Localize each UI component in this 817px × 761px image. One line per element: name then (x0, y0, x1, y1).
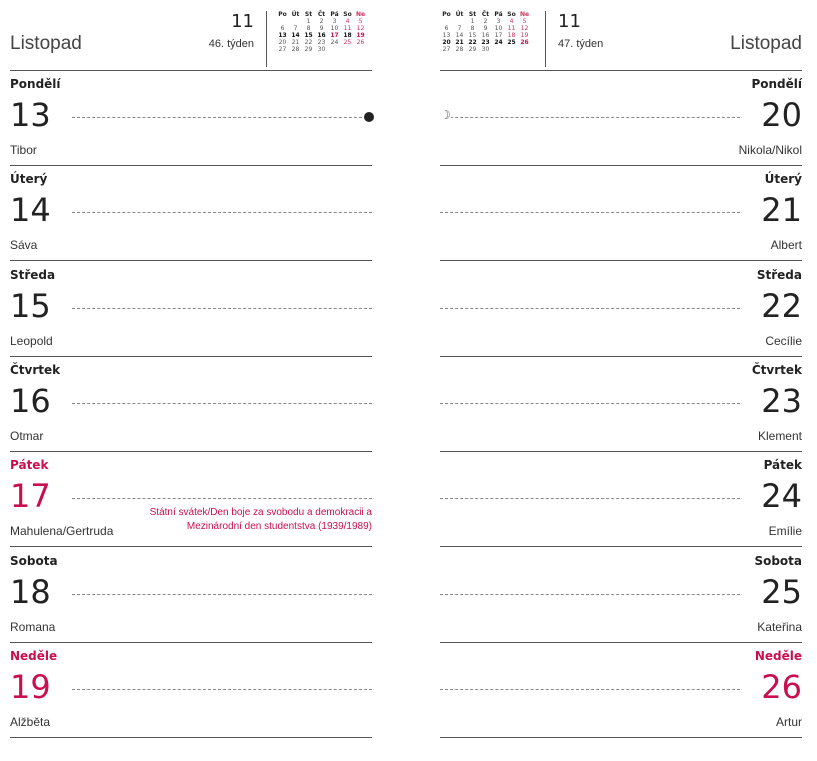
mini-calendar-day: 21 (455, 39, 464, 46)
mini-calendar-day: 27 (278, 46, 287, 53)
day-row (440, 70, 802, 166)
nameday-name: Albert (770, 238, 802, 253)
mini-calendar-weekday: So (343, 11, 352, 18)
mini-calendar-day: 23 (481, 39, 490, 46)
mini-calendar-day: 4 (509, 18, 514, 25)
note-line[interactable] (440, 689, 740, 690)
mini-calendar-day: 6 (280, 25, 285, 32)
note-line[interactable] (72, 117, 372, 118)
day-row (10, 451, 372, 547)
day-number: 16 (10, 381, 51, 420)
week-header (10, 0, 372, 71)
mini-calendar-day: 6 (444, 25, 449, 32)
header-divider (545, 11, 546, 67)
mini-calendar-day: 26 (520, 39, 529, 46)
day-number: 22 (761, 286, 802, 325)
note-line[interactable] (440, 403, 740, 404)
day-row (10, 547, 372, 643)
day-number: 23 (761, 381, 802, 420)
mini-calendar-day: 18 (343, 32, 352, 39)
day-row (440, 261, 802, 357)
mini-calendar-day: 16 (481, 32, 490, 39)
mini-calendar-day: 14 (455, 32, 464, 39)
weekday-name: Čtvrtek (751, 362, 802, 377)
day-number: 26 (761, 667, 802, 706)
note-line[interactable] (440, 308, 740, 309)
mini-calendar-day: 24 (330, 39, 339, 46)
month-number: 11 (231, 11, 254, 32)
mini-calendar-day: 22 (304, 39, 313, 46)
mini-calendar-day: 8 (470, 25, 475, 32)
day-row (10, 642, 372, 738)
mini-calendar-day: 28 (291, 46, 300, 53)
weekday-name: Neděle (10, 648, 58, 663)
mini-calendar-day: 19 (356, 32, 365, 39)
mini-calendar-day: 2 (319, 18, 324, 25)
note-line[interactable] (440, 498, 740, 499)
month-title: Listopad (10, 33, 82, 54)
mini-calendar-day: 21 (291, 39, 300, 46)
mini-calendar-day: 3 (332, 18, 337, 25)
mini-calendar-day: 17 (494, 32, 503, 39)
mini-calendar-day: 1 (306, 18, 311, 25)
mini-calendar-day: 20 (442, 39, 451, 46)
mini-calendar-day: 20 (278, 39, 287, 46)
mini-calendar-day: 19 (520, 32, 529, 39)
mini-calendar-day: 11 (507, 25, 516, 32)
mini-calendar-day (440, 18, 453, 25)
mini-calendar-day: 13 (442, 32, 451, 39)
mini-calendar-day: 27 (442, 46, 451, 53)
nameday-name: Leopold (10, 333, 53, 348)
mini-calendar-day: 5 (522, 18, 527, 25)
day-number: 17 (10, 477, 51, 516)
mini-calendar-day (518, 46, 531, 53)
mini-calendar-day (505, 46, 518, 53)
weekday-name: Úterý (10, 172, 48, 187)
weekday-name: Neděle (754, 648, 802, 663)
mini-calendar-day: 24 (494, 39, 503, 46)
mini-calendar-day: 15 (468, 32, 477, 39)
note-line[interactable] (72, 403, 372, 404)
mini-calendar-day: 15 (304, 32, 313, 39)
week-number: 46. týden (208, 38, 254, 50)
mini-calendar-day: 18 (507, 32, 516, 39)
mini-calendar-day: 29 (304, 46, 313, 53)
day-row (440, 451, 802, 547)
mini-calendar-day: 16 (317, 32, 326, 39)
mini-calendar-day: 12 (356, 25, 365, 32)
mini-calendar-weekday: Út (455, 11, 464, 18)
day-number: 15 (10, 286, 51, 325)
note-line[interactable] (72, 594, 372, 595)
mini-calendar-day: 29 (468, 46, 477, 53)
day-number: 24 (761, 477, 802, 516)
weekday-name: Pondělí (10, 77, 61, 91)
weekday-name: Pondělí (751, 77, 802, 91)
day-number: 20 (761, 96, 802, 134)
week-header (440, 0, 802, 71)
note-line[interactable] (440, 594, 740, 595)
mini-calendar-weekday: Út (291, 11, 300, 18)
mini-calendar-day: 28 (455, 46, 464, 53)
day-row (10, 165, 372, 261)
left-page (10, 0, 372, 761)
mini-calendar-day (328, 46, 341, 53)
note-line[interactable] (72, 212, 372, 213)
crescent-moon-icon: ☽ (440, 108, 451, 122)
mini-calendar-weekday: St (468, 11, 477, 18)
mini-calendar-day: 8 (306, 25, 311, 32)
nameday-name: Mahulena/Gertruda (10, 524, 114, 539)
mini-calendar-day: 25 (507, 39, 516, 46)
weekday-name: Úterý (764, 172, 802, 187)
month-title: Listopad (730, 33, 802, 54)
nameday-name: Romana (10, 619, 56, 634)
nameday-name: Artur (775, 714, 802, 729)
mini-calendar-day (492, 46, 505, 53)
mini-calendar-weekday: So (507, 11, 516, 18)
week-number: 47. týden (558, 38, 604, 50)
day-row (440, 642, 802, 738)
mini-calendar-day: 13 (278, 32, 287, 39)
mini-calendar-day (289, 18, 302, 25)
mini-calendar-day: 3 (496, 18, 501, 25)
weekday-name: Čtvrtek (10, 362, 61, 377)
nameday-name: Cecílie (765, 333, 802, 348)
nameday-name: Kateřina (757, 619, 802, 634)
mini-calendar-weekday: Pá (494, 11, 503, 18)
mini-calendar-day: 9 (483, 25, 488, 32)
day-number: 25 (761, 572, 802, 611)
weekday-name: Středa (10, 267, 56, 282)
mini-calendar-weekday: Ne (355, 11, 366, 18)
mini-calendar-day: 2 (483, 18, 488, 25)
day-number: 21 (761, 191, 802, 230)
mini-calendar-weekday: St (304, 11, 313, 18)
day-row (10, 261, 372, 357)
weekday-name: Sobota (10, 553, 58, 568)
weekday-name: Pátek (10, 458, 49, 473)
day-number: 18 (10, 572, 51, 611)
nameday-name: Nikola/Nikol (738, 143, 802, 157)
day-row (440, 356, 802, 452)
nameday-name: Alžběta (10, 714, 51, 729)
mini-calendar-day: 17 (330, 32, 339, 39)
note-line[interactable] (72, 498, 372, 499)
mini-calendar-day: 11 (343, 25, 352, 32)
mini-calendar-day: 30 (481, 46, 490, 53)
nameday-name: Sáva (10, 238, 38, 253)
mini-calendar-day: 5 (358, 18, 363, 25)
mini-calendar-day: 10 (494, 25, 503, 32)
mini-calendar-day: 25 (343, 39, 352, 46)
note-line[interactable] (72, 689, 372, 690)
mini-calendar-day (341, 46, 354, 53)
mini-calendar-day: 12 (520, 25, 529, 32)
nameday-name: Klement (757, 428, 802, 443)
day-row (440, 165, 802, 261)
day-number: 13 (10, 96, 51, 134)
mini-calendar-weekday: Po (442, 11, 451, 18)
mini-calendar-day: 22 (468, 39, 477, 46)
day-row (440, 547, 802, 643)
mini-calendar-day: 14 (291, 32, 300, 39)
mini-calendar-weekday: Čt (317, 11, 326, 18)
note-line[interactable] (72, 308, 372, 309)
mini-calendar (276, 11, 367, 53)
nameday-name: Tibor (10, 143, 37, 157)
nameday-name: Otmar (10, 428, 44, 443)
holiday-note: Státní svátek/Den boje za svobodu a demokracii a Mezinárodní den studentstva (1939/1989) (149, 507, 372, 533)
mini-calendar (440, 11, 531, 53)
mini-calendar-day (453, 18, 466, 25)
day-number: 14 (10, 191, 51, 230)
mini-calendar-day: 9 (319, 25, 324, 32)
full-moon-icon (364, 112, 374, 122)
mini-calendar-day: 30 (317, 46, 326, 53)
day-row (10, 70, 372, 166)
right-page (440, 0, 802, 761)
month-number: 11 (558, 11, 581, 32)
mini-calendar-day (354, 46, 367, 53)
mini-calendar-day: 4 (345, 18, 350, 25)
header-divider (266, 11, 267, 67)
nameday-name: Emílie (768, 524, 802, 539)
mini-calendar-weekday: Čt (481, 11, 490, 18)
note-line[interactable] (440, 212, 740, 213)
day-number: 19 (10, 667, 51, 706)
mini-calendar-day: 26 (356, 39, 365, 46)
mini-calendar-day: 7 (293, 25, 298, 32)
mini-calendar-weekday: Po (278, 11, 287, 18)
weekday-name: Pátek (763, 458, 802, 473)
weekday-name: Středa (756, 267, 802, 282)
weekday-name: Sobota (754, 553, 802, 568)
mini-calendar-day: 7 (457, 25, 462, 32)
mini-calendar-day: 1 (470, 18, 475, 25)
mini-calendar-day: 10 (330, 25, 339, 32)
mini-calendar-day: 23 (317, 39, 326, 46)
note-line[interactable] (440, 117, 740, 118)
mini-calendar-day (276, 18, 289, 25)
mini-calendar-weekday: Pá (330, 11, 339, 18)
day-row (10, 356, 372, 452)
mini-calendar-weekday: Ne (519, 11, 530, 18)
